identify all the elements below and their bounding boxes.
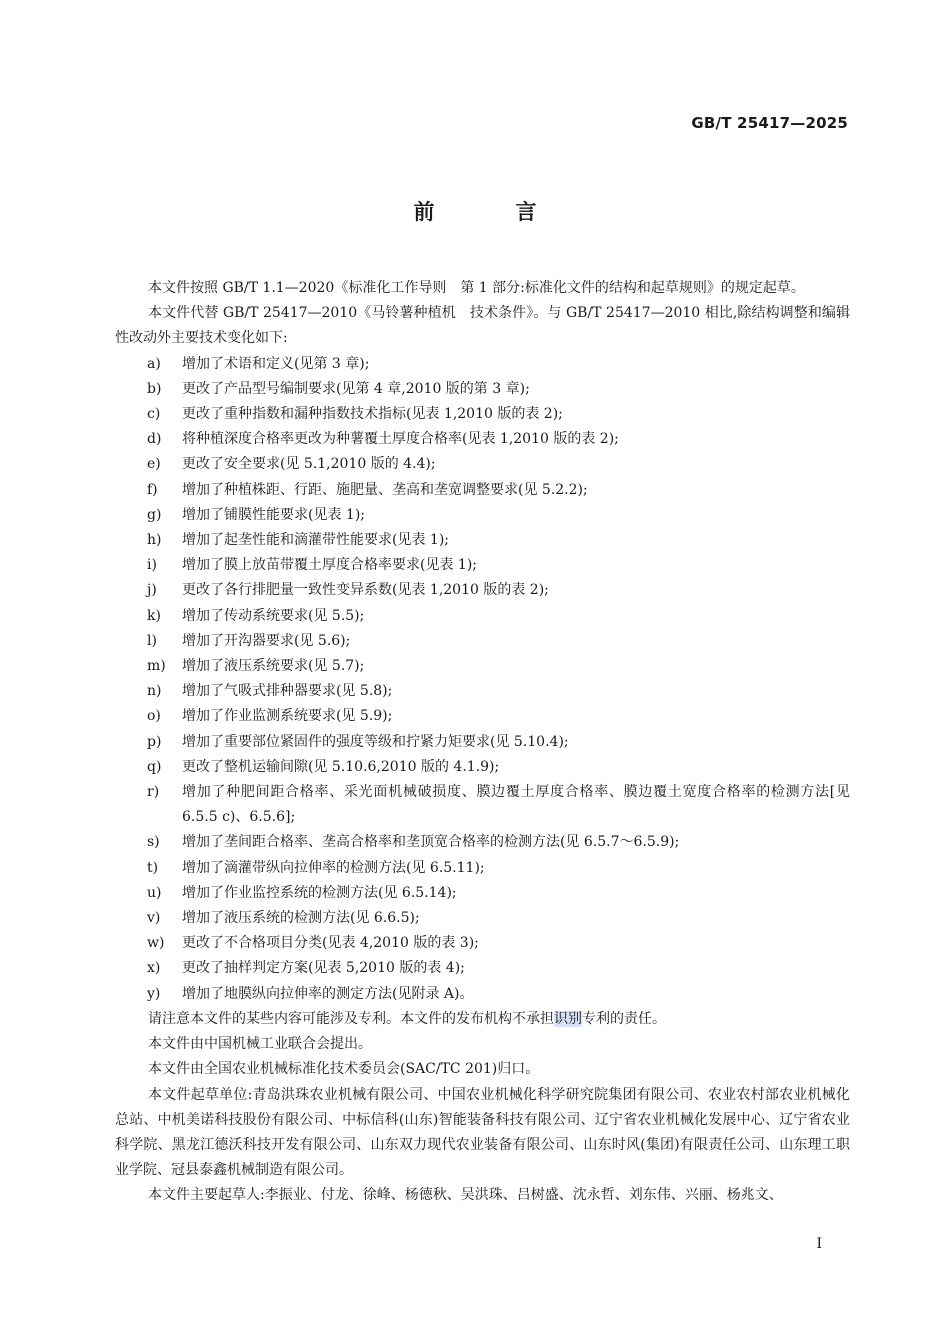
list-item [115, 704, 850, 729]
list-item-label: u) [147, 884, 162, 901]
intro-paragraph-1: 本文件按照 GB/T 1.1—2020《标准化工作导则 第 1 部分:标准化文件的结构和起草规则》的规定起草。 [148, 280, 805, 296]
list-item-label: n) [147, 683, 162, 700]
list-item [115, 629, 850, 654]
list-item-text: 增加了地膜纵向拉伸率的测定方法(见附录 A)。 [182, 985, 474, 1002]
selection-highlight: 识别 [554, 1010, 582, 1027]
list-item [115, 982, 850, 1007]
list-item-label: d) [147, 431, 162, 448]
list-item-text: 增加了种肥间距合格率、采光面机械破损度、膜边覆土厚度合格率、膜边覆土宽度合格率的检测方法[见 6.5.5 c)、6.5.6]; [182, 784, 850, 826]
list-item-label: c) [147, 406, 161, 423]
list-item [115, 503, 850, 528]
list-item-text: 增加了作业监测系统要求(见 5.9); [182, 708, 393, 725]
list-item-text: 更改了不合格项目分类(见表 4,2010 版的表 3); [182, 935, 479, 952]
intro-paragraph-2: 本文件代替 GB/T 25417—2010《马铃薯种植机 技术条件》。与 GB/T 25417—2010 相比,除结构调整和编辑性改动外主要技术变化如下: [115, 305, 850, 347]
standard-code: GB/T 25417—2025 [691, 114, 848, 132]
list-item [115, 578, 850, 603]
list-item [115, 352, 850, 377]
list-item-label: f) [147, 481, 158, 498]
page-number: I [816, 1236, 822, 1252]
list-item-label: m) [147, 658, 166, 675]
list-item-text: 增加了垄间距合格率、垄高合格率和垄顶宽合格率的检测方法(见 6.5.7～6.5.9); [182, 834, 680, 851]
list-item-label: l) [147, 632, 157, 649]
list-item [115, 377, 850, 402]
list-item-text: 增加了铺膜性能要求(见表 1); [182, 506, 365, 523]
changes-list [115, 352, 850, 1007]
list-item-text: 更改了整机运输间隙(见 5.10.6,2010 版的 4.1.9); [182, 758, 500, 775]
list-item [115, 654, 850, 679]
list-item-text: 增加了重要部位紧固件的强度等级和拧紧力矩要求(见 5.10.4); [182, 733, 569, 750]
list-item-label: i) [147, 557, 157, 574]
list-item [115, 427, 850, 452]
list-item [115, 528, 850, 553]
list-item-label: o) [147, 708, 161, 725]
managed-by: 本文件由全国农业机械标准化技术委员会(SAC/TC 201)归口。 [148, 1061, 540, 1078]
list-item [115, 402, 850, 427]
list-item [115, 679, 850, 704]
list-item-text: 更改了重种指数和漏种指数技术指标(见表 1,2010 版的表 2); [182, 406, 563, 423]
page-title: 前 言 [413, 200, 567, 224]
list-item-text: 更改了抽样判定方案(见表 5,2010 版的表 4); [182, 960, 465, 977]
list-item-label: s) [147, 834, 160, 851]
list-item-label: j) [147, 582, 157, 599]
list-item-label: w) [147, 935, 165, 952]
drafting-units: 本文件起草单位:青岛洪珠农业机械有限公司、中国农业机械化科学研究院集团有限公司、农业农村部农业机械化总站、中机美诺科技股份有限公司、中标信科(山东)智能装备科技有限公司、辽宁省农业机械化发展中心、辽宁省农业科学院、黑龙江德沃科技开发有限公司、山东双力现代农业装备有限公司、山东时风(集团)有限责任公司、山东理工职业学院、冠县泰鑫机械制造有限公司。 [115, 1086, 850, 1179]
list-item-label: y) [147, 985, 161, 1002]
list-item-label: p) [147, 733, 162, 750]
list-item [115, 931, 850, 956]
list-item-text: 更改了产品型号编制要求(见第 4 章,2010 版的第 3 章); [182, 380, 530, 397]
patent-notice-tail: 专利的责任。 [582, 1010, 666, 1027]
list-item [115, 830, 850, 855]
list-item [115, 478, 850, 503]
patent-notice-text: 请注意本文件的某些内容可能涉及专利。本文件的发布机构不承担 [148, 1010, 554, 1027]
list-item [115, 856, 850, 881]
list-item-label: q) [147, 758, 162, 775]
list-item-text: 增加了传动系统要求(见 5.5); [182, 607, 365, 624]
list-item-label: k) [147, 607, 161, 624]
list-item-text: 增加了液压系统要求(见 5.7); [182, 658, 365, 675]
list-item-label: x) [147, 960, 161, 977]
list-item-text: 增加了种植株距、行距、施肥量、垄高和垄宽调整要求(见 5.2.2); [182, 481, 588, 498]
list-item-text: 增加了开沟器要求(见 5.6); [182, 632, 351, 649]
list-item-label: g) [147, 506, 162, 523]
list-item-label: e) [147, 456, 161, 473]
list-item-text: 更改了安全要求(见 5.1,2010 版的 4.4); [182, 456, 436, 473]
list-item-text: 增加了术语和定义(见第 3 章); [182, 355, 370, 372]
list-item-text: 增加了气吸式排种器要求(见 5.8); [182, 683, 393, 700]
list-item-label: t) [147, 859, 159, 876]
list-item-text: 增加了膜上放苗带覆土厚度合格率要求(见表 1); [182, 557, 477, 574]
list-item-text: 增加了作业监控系统的检测方法(见 6.5.14); [182, 884, 457, 901]
list-item [115, 755, 850, 780]
list-item [115, 604, 850, 629]
list-item [115, 956, 850, 981]
list-item-text: 更改了各行排肥量一致性变异系数(见表 1,2010 版的表 2); [182, 582, 549, 599]
list-item-label: v) [147, 910, 161, 927]
list-item-label: a) [147, 355, 161, 372]
list-item-text: 增加了起垄性能和滴灌带性能要求(见表 1); [182, 532, 449, 549]
list-item [115, 780, 850, 830]
list-item-label: r) [147, 784, 160, 801]
list-item [115, 730, 850, 755]
list-item-text: 增加了滴灌带纵向拉伸率的检测方法(见 6.5.11); [182, 859, 485, 876]
foreword-body [115, 276, 850, 1209]
list-item-label: b) [147, 380, 162, 397]
list-item-text: 将种植深度合格率更改为种薯覆土厚度合格率(见表 1,2010 版的表 2); [182, 431, 619, 448]
list-item [115, 553, 850, 578]
patent-notice [115, 1007, 850, 1032]
list-item [115, 881, 850, 906]
list-item-label: h) [147, 532, 162, 549]
list-item [115, 906, 850, 931]
list-item [115, 452, 850, 477]
drafters: 本文件主要起草人:李振业、付龙、徐峰、杨德秋、吴洪珠、吕树盛、沈永哲、刘东伟、兴丽、杨兆文、 [148, 1187, 783, 1204]
proposed-by: 本文件由中国机械工业联合会提出。 [148, 1036, 372, 1053]
list-item-text: 增加了液压系统的检测方法(见 6.6.5); [182, 910, 420, 927]
